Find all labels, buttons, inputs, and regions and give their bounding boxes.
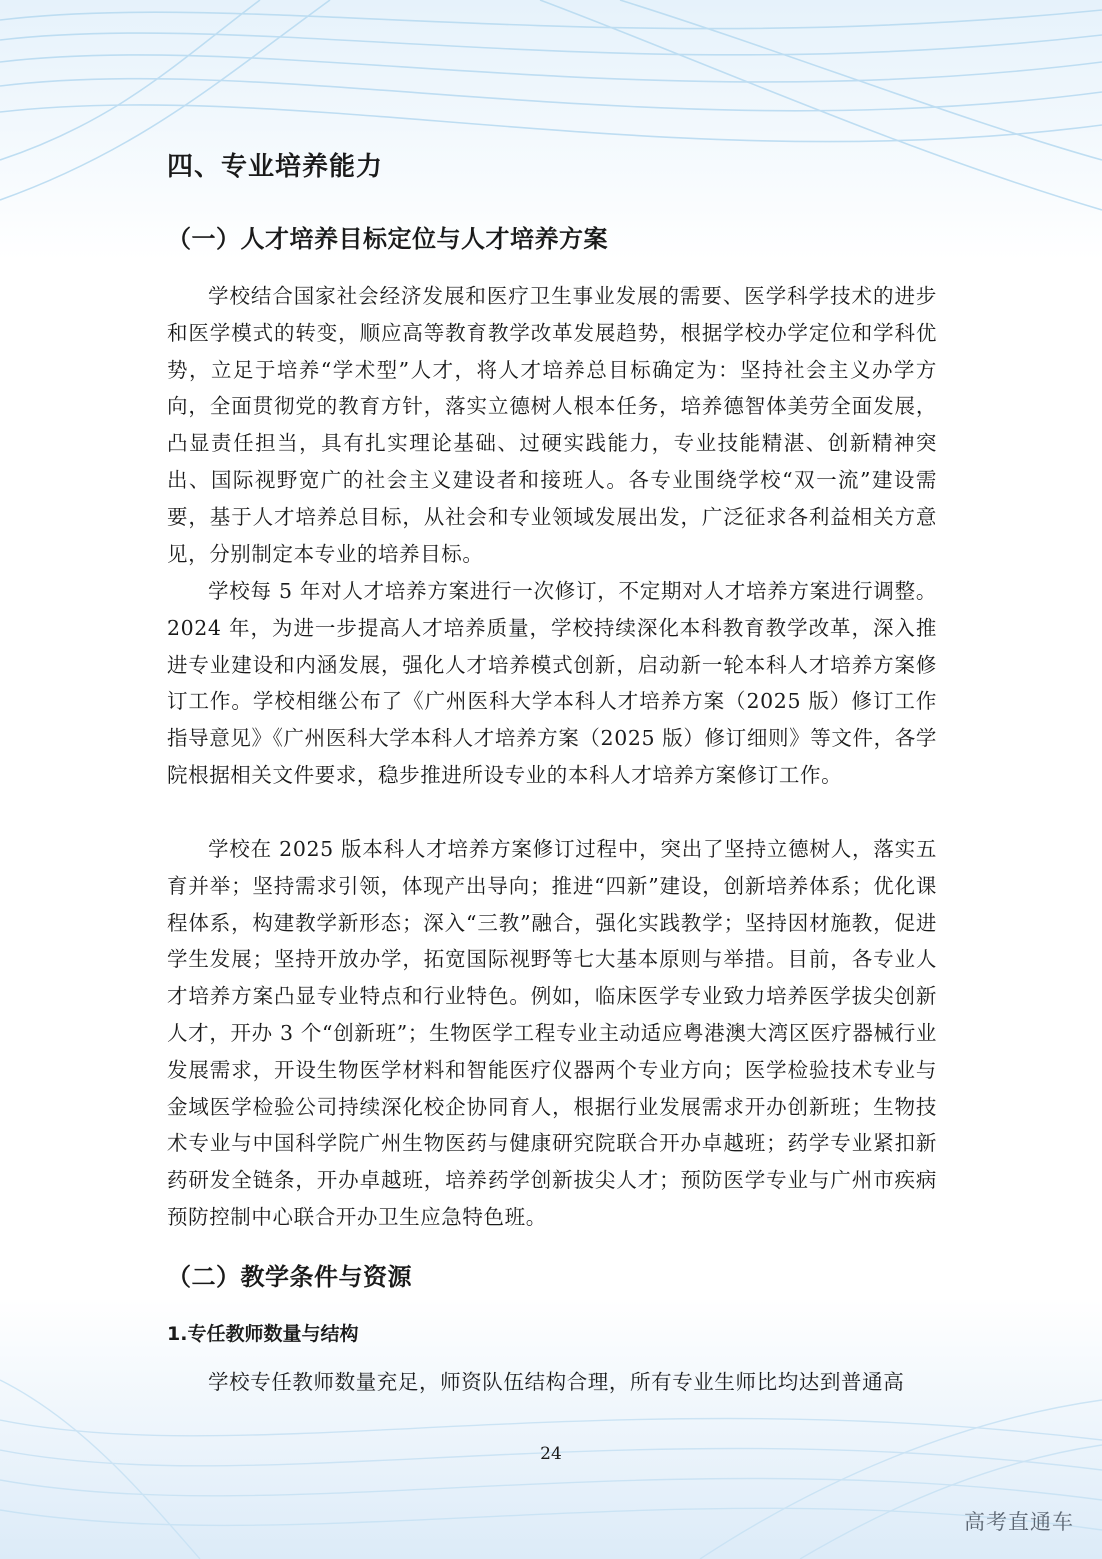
page-number: 24	[540, 1444, 562, 1464]
paragraph-training-goal: 学校结合国家社会经济发展和医疗卫生事业发展的需要、医学科学技术的进步和医学模式的转变，顺应高等教育教学改革发展趋势，根据学校办学定位和学科优势，立足于培养“学术型”人才，将人才培养总目标确定为：坚持社会主义办学方向，全面贯彻党的教育方针，落实立德树人根本任务，培养德智体美劳全面发展，凸显责任担当，具有扎实理论基础、过硬实践能力，专业技能精湛、创新精神突出、国际视野宽广的社会主义建设者和接班人。各专业围绕学校“双一流”建设需要，基于人才培养总目标，从社会和专业领域发展出发，广泛征求各利益相关方意见，分别制定本专业的培养目标。	[167, 284, 937, 566]
section-heading-teaching-resources: （二）教学条件与资源	[167, 1263, 412, 1291]
watermark-text: 高考直通车	[964, 1510, 1074, 1534]
paragraph-2025-plan-principles: 学校在 2025 版本科人才培养方案修订过程中，突出了坚持立德树人，落实五育并举；坚持需求引领，体现产出导向；推进“四新”建设，创新培养体系；优化课程体系，构建教学新形态；深入“三教”融合，强化实践教学；坚持因材施教，促进学生发展；坚持开放办学，拓宽国际视野等七大基本原则与举措。目前，各专业人才培养方案凸显专业特点和行业特色。例如，临床医学专业致力培养医学拔尖创新人才，开办 3 个“创新班”；生物医学工程专业主动适应粤港澳大湾区医疗器械行业发展需求，开设生物医学材料和智能医疗仪器两个专业方向；医学检验技术专业与金域医学检验公司持续深化校企协同育人，根据行业发展需求开办创新班；生物技术专业与中国科学院广州生物医药与健康研究院联合开办卓越班；药学专业紧扣新药研发全链条，开办卓越班，培养药学创新拔尖人才；预防医学专业与广州市疾病预防控制中心联合开办卫生应急特色班。	[167, 837, 937, 1229]
section-heading-talent-training: （一）人才培养目标定位与人才培养方案	[167, 225, 608, 253]
chapter-heading: 四、专业培养能力	[167, 152, 384, 182]
subsection-heading-faculty: 1.专任教师数量与结构	[167, 1323, 359, 1345]
paragraph-faculty-intro: 学校专任教师数量充足，师资队伍结构合理，所有专业生师比均达到普通高	[208, 1370, 905, 1394]
paragraph-plan-revision: 学校每 5 年对人才培养方案进行一次修订，不定期对人才培养方案进行调整。2024 年，为进一步提高人才培养质量，学校持续深化本科教育教学改革，深入推进专业建设和内涵发展，强化人才培养模式创新，启动新一轮本科人才培养方案修订工作。学校相继公布了《广州医科大学本科人才培养方案（2025 版）修订工作指导意见》《广州医科大学本科人才培养方案（2025 版）修订细则》等文件，各学院根据相关文件要求，稳步推进所设专业的本科人才培养方案修订工作。	[167, 579, 937, 787]
